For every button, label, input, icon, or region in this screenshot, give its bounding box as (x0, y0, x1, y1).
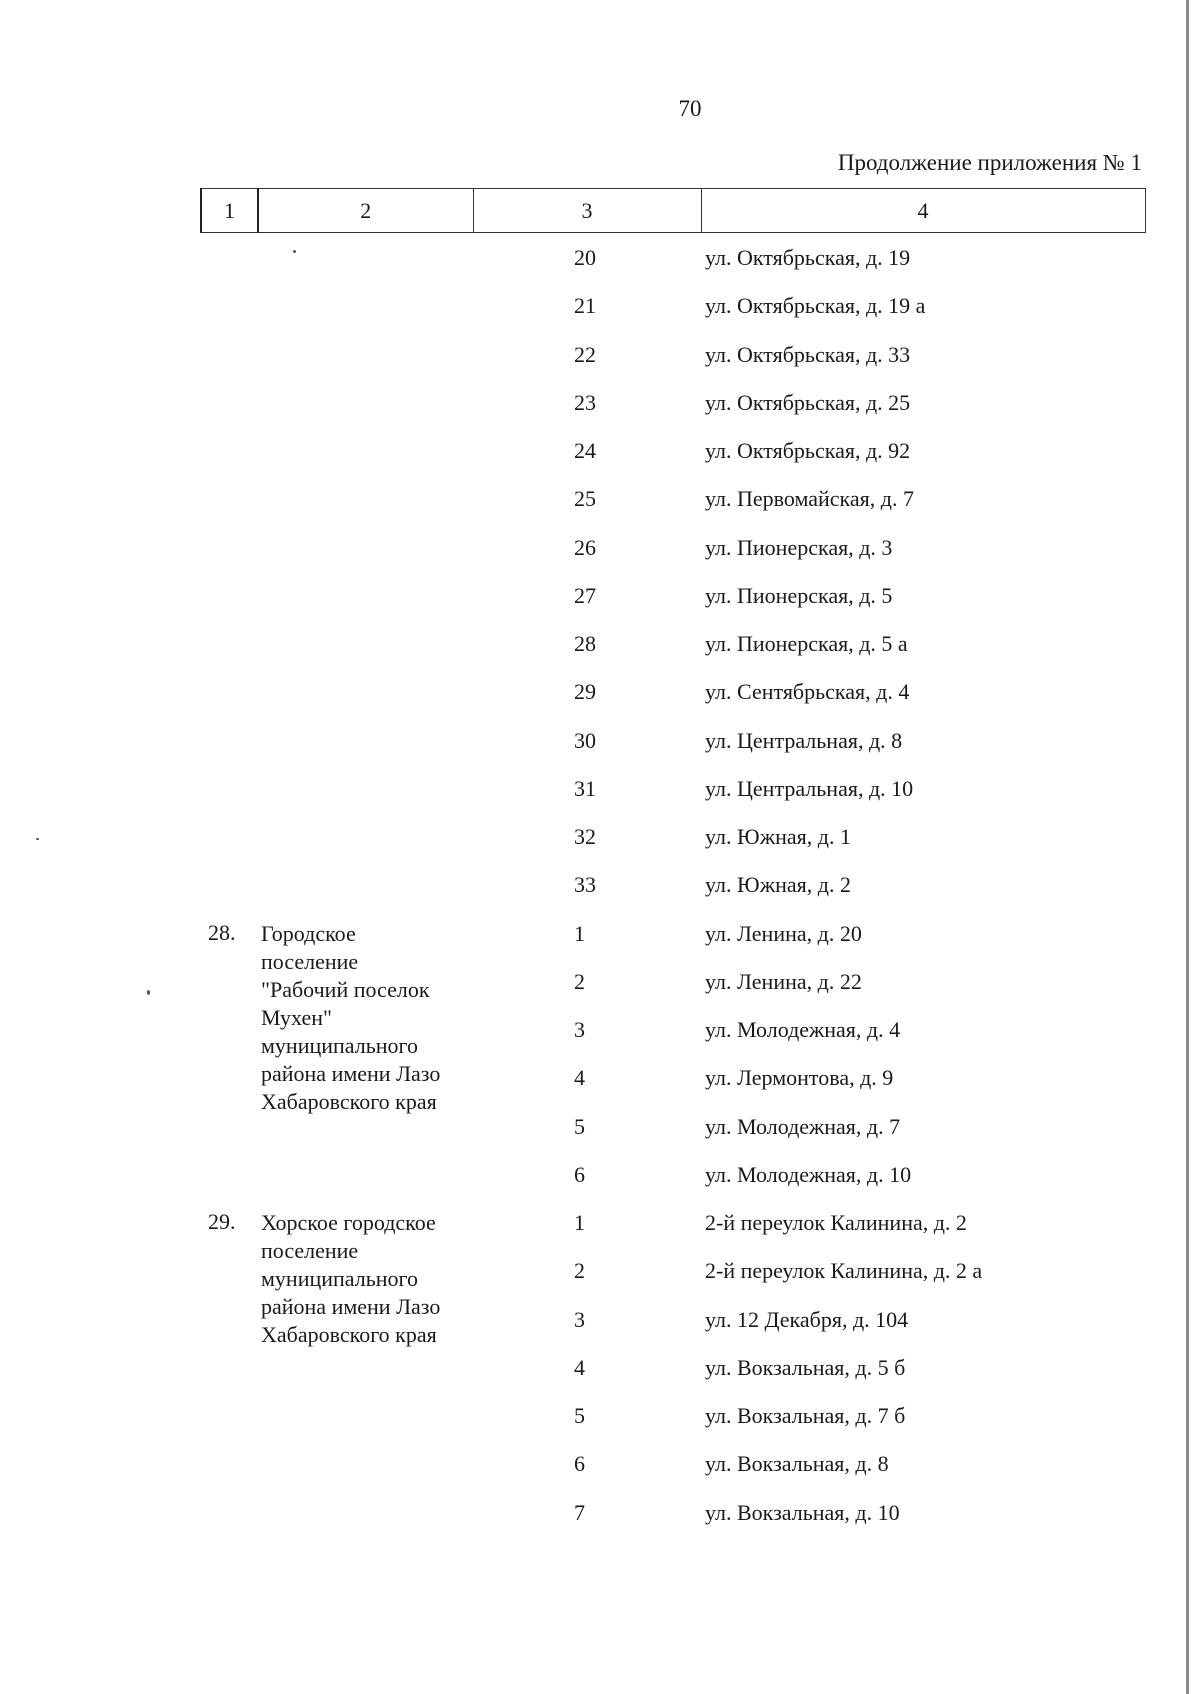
row-number: 1 (574, 921, 585, 946)
settlement-name-line: муниципального (261, 1266, 419, 1291)
row-address: ул. Октябрьская, д. 25 (705, 390, 911, 415)
header-col-4: 4 (701, 189, 1145, 233)
row-number: 33 (574, 872, 596, 897)
settlement-name-line: муниципального (261, 1033, 419, 1058)
table-row (0, 721, 1180, 761)
table-row (0, 528, 1180, 568)
row-address: ул. Октябрьская, д. 19 а (705, 293, 926, 318)
row-address: ул. Октябрьская, д. 19 (705, 245, 911, 270)
header-col-1: 1 (201, 189, 258, 233)
row-address: ул. Южная, д. 1 (705, 824, 851, 849)
row-number: 28 (574, 631, 596, 656)
row-address: ул. Ленина, д. 20 (705, 921, 862, 946)
header-col-2: 2 (258, 189, 473, 233)
settlement-number: 28. (208, 920, 236, 945)
row-number: 21 (574, 293, 596, 318)
table-row (0, 479, 1180, 519)
table-row (0, 624, 1180, 664)
row-number: 4 (574, 1355, 585, 1380)
scan-speck (147, 990, 150, 995)
table-row (0, 817, 1180, 857)
row-number: 6 (574, 1162, 585, 1187)
row-number: 25 (574, 486, 596, 511)
table-row (0, 1203, 1180, 1243)
row-number: 2 (574, 969, 585, 994)
table-row (0, 962, 1180, 1002)
row-address: ул. Пионерская, д. 5 а (705, 631, 908, 656)
row-number: 20 (574, 245, 596, 270)
settlement-name-line: Хабаровского края (261, 1322, 437, 1347)
row-number: 7 (574, 1500, 585, 1525)
table-row (0, 238, 1180, 278)
row-address: ул. Октябрьская, д. 33 (705, 342, 911, 367)
row-address: ул. Вокзальная, д. 10 (705, 1500, 900, 1525)
header-row (201, 189, 1145, 233)
table-row (0, 576, 1180, 616)
row-address: ул. Вокзальная, д. 5 б (705, 1355, 906, 1380)
row-number: 29 (574, 679, 596, 704)
row-address: ул. Центральная, д. 10 (705, 776, 914, 801)
table-row (0, 1251, 1180, 1291)
settlement-name-line: поселение (261, 1238, 359, 1263)
table-row (0, 1010, 1180, 1050)
table-row (0, 286, 1180, 326)
settlement-name (261, 1209, 501, 1349)
continuation-label: Продолжение приложения № 1 (837, 150, 1142, 175)
row-address: ул. Южная, д. 2 (705, 872, 851, 897)
table-row (0, 769, 1180, 809)
row-number: 5 (574, 1114, 585, 1139)
row-address: ул. Вокзальная, д. 7 б (705, 1403, 906, 1428)
scan-speck (293, 250, 296, 253)
table-row (0, 1348, 1180, 1388)
table-row (0, 865, 1180, 905)
row-number: 4 (574, 1065, 585, 1090)
row-address: ул. Лермонтова, д. 9 (705, 1065, 894, 1090)
row-number: 27 (574, 583, 596, 608)
table-row (0, 1107, 1180, 1147)
scan-speck (36, 838, 39, 840)
row-number: 23 (574, 390, 596, 415)
settlement-name-line: района имени Лазо (261, 1061, 441, 1086)
table-row (0, 1300, 1180, 1340)
settlement-name-line: района имени Лазо (261, 1294, 441, 1319)
row-address: ул. Ленина, д. 22 (705, 969, 862, 994)
settlement-name (261, 920, 501, 1116)
header-col-3: 3 (473, 189, 701, 233)
settlement-name-line: Городское (261, 921, 356, 946)
row-address: ул. 12 Декабря, д. 104 (705, 1307, 909, 1332)
row-number: 30 (574, 728, 596, 753)
table-row (0, 914, 1180, 954)
row-number: 31 (574, 776, 596, 801)
row-address: ул. Вокзальная, д. 8 (705, 1451, 889, 1476)
row-address: ул. Центральная, д. 8 (705, 728, 903, 753)
row-number: 24 (574, 438, 596, 463)
settlement-name-line: поселение (261, 949, 359, 974)
settlement-name-line: "Рабочий поселок (261, 977, 430, 1002)
row-address: ул. Октябрьская, д. 92 (705, 438, 911, 463)
row-address: ул. Пионерская, д. 3 (705, 535, 893, 560)
row-address: ул. Первомайская, д. 7 (705, 486, 914, 511)
table-row (0, 1396, 1180, 1436)
scan-edge-line (1186, 0, 1189, 1694)
row-number: 26 (574, 535, 596, 560)
table-row (0, 1058, 1180, 1098)
table-row (0, 431, 1180, 471)
row-number: 3 (574, 1017, 585, 1042)
table-row (0, 1493, 1180, 1533)
row-number: 32 (574, 824, 596, 849)
table-row (0, 672, 1180, 712)
page-number: 70 (678, 96, 702, 121)
row-number: 22 (574, 342, 596, 367)
settlement-number: 29. (208, 1209, 236, 1234)
row-address: 2-й переулок Калинина, д. 2 (705, 1210, 967, 1235)
column-header-table (200, 188, 1146, 233)
row-address: ул. Молодежная, д. 10 (705, 1162, 912, 1187)
settlement-name-line: Хорское городское (261, 1210, 436, 1235)
row-number: 3 (574, 1307, 585, 1332)
table-row (0, 335, 1180, 375)
row-address: ул. Молодежная, д. 7 (705, 1114, 901, 1139)
row-address: ул. Пионерская, д. 5 (705, 583, 893, 608)
table-row (0, 1155, 1180, 1195)
settlement-name-line: Мухен" (261, 1005, 332, 1030)
row-address: ул. Молодежная, д. 4 (705, 1017, 901, 1042)
row-address: 2-й переулок Калинина, д. 2 а (705, 1258, 983, 1283)
row-number: 1 (574, 1210, 585, 1235)
settlement-name-line: Хабаровского края (261, 1089, 437, 1114)
table-row (0, 383, 1180, 423)
table-row (0, 1444, 1180, 1484)
row-number: 2 (574, 1258, 585, 1283)
row-number: 5 (574, 1403, 585, 1428)
row-address: ул. Сентябрьская, д. 4 (705, 679, 910, 704)
row-number: 6 (574, 1451, 585, 1476)
